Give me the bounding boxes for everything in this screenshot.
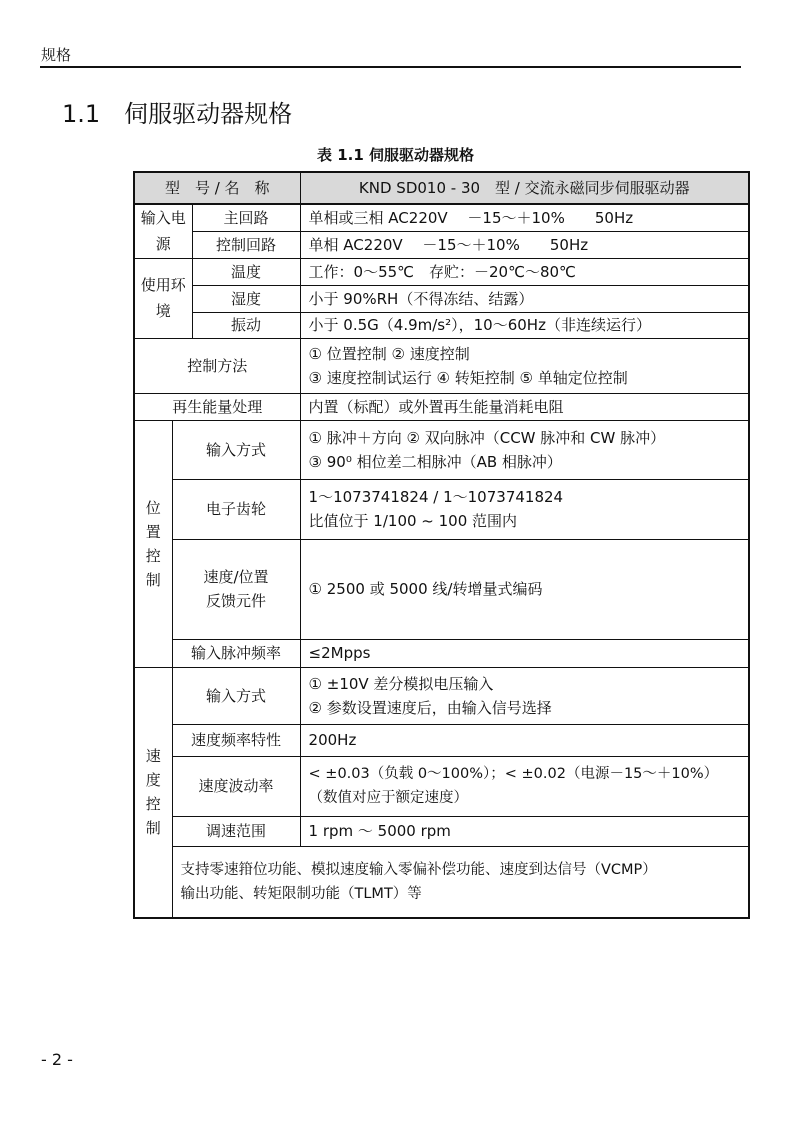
table-row: [134, 338, 749, 393]
row-value: 内置（标配）或外置再生能量消耗电阻: [300, 393, 749, 420]
value-line: 比值位于 1/100 ~ 100 范围内: [308, 512, 518, 530]
row-value: ≤2Mpps: [300, 639, 749, 667]
row-value: [300, 756, 749, 816]
row-value: [300, 479, 749, 539]
row-label: 速度频率特性: [172, 724, 300, 756]
value-line: < ±0.03（负载 0～100%）；< ±0.02（电源－15～＋10%）: [308, 766, 719, 782]
table-row: [134, 258, 749, 285]
section-number: 1.1: [62, 100, 101, 128]
running-header: 规格: [41, 46, 72, 64]
group-label: 位置控制: [134, 420, 172, 667]
row-value: [300, 420, 749, 479]
value-line: ① 脉冲＋方向 ② 双向脉冲（CCW 脉冲和 CW 脉冲）: [308, 428, 666, 447]
row-value: ① 2500 或 5000 线/转增量式编码: [300, 539, 749, 639]
row-label: 湿度: [192, 285, 300, 312]
row-value: [300, 338, 749, 393]
page-number: - 2 -: [41, 1050, 73, 1069]
section-title: 伺服驱动器规格: [124, 100, 293, 128]
speed-notes: [172, 846, 749, 918]
value-line: ② 参数设置速度后，由输入信号选择: [308, 698, 552, 717]
value-line: （数值对应于额定速度）: [308, 790, 469, 806]
row-label: 速度波动率: [172, 756, 300, 816]
table-row: [134, 724, 749, 756]
table-row: [134, 816, 749, 846]
group-label: 速度控制: [134, 667, 172, 918]
table-row: [134, 639, 749, 667]
group-label: 使用环境: [134, 258, 192, 338]
row-value: 200Hz: [300, 724, 749, 756]
row-label: 输入方式: [172, 667, 300, 724]
table-row: [134, 312, 749, 338]
table-row: [134, 420, 749, 479]
header-value: KND SD010 - 30 型 / 交流永磁同步伺服驱动器: [300, 172, 749, 204]
header-label: 型 号 / 名 称: [134, 172, 300, 204]
row-value: 工作：0～55℃ 存贮：－20℃～80℃: [300, 258, 749, 285]
row-label: 振动: [192, 312, 300, 338]
table-row: [134, 539, 749, 639]
row-value: 小于 90%RH（不得冻结、结露）: [300, 285, 749, 312]
row-label: 控制回路: [192, 231, 300, 258]
value-line: ① 位置控制 ② 速度控制: [308, 344, 470, 363]
table-row: [134, 667, 749, 724]
row-label: [172, 539, 300, 639]
row-label: 调速范围: [172, 816, 300, 846]
table-row: [134, 285, 749, 312]
table-row: [134, 393, 749, 420]
label-line: 反馈元件: [206, 592, 267, 610]
table-row: [134, 756, 749, 816]
row-value: 单相或三相 AC220V －15～＋10% 50Hz: [300, 204, 749, 231]
row-value: [300, 667, 749, 724]
value-line: 1～1073741824 / 1～1073741824: [308, 488, 564, 506]
note-line: 支持零速箝位功能、模拟速度输入零偏补偿功能、速度到达信号（VCMP）: [180, 861, 657, 878]
group-label: 输入电源: [134, 204, 192, 258]
section-heading: [62, 94, 292, 129]
row-label: 电子齿轮: [172, 479, 300, 539]
header-rule: [40, 66, 741, 68]
row-value: 小于 0.5G（4.9m/s²），10～60Hz（非连续运行）: [300, 312, 749, 338]
label-line: 速度/位置: [203, 568, 269, 586]
value-line: ③ 90⁰ 相位差二相脉冲（AB 相脉冲）: [308, 452, 562, 471]
value-line: ③ 速度控制试运行 ④ 转矩控制 ⑤ 单轴定位控制: [308, 368, 628, 387]
value-line: ① ±10V 差分模拟电压输入: [308, 674, 494, 693]
table-row: [134, 479, 749, 539]
table-row: [134, 231, 749, 258]
row-label: 控制方法: [134, 338, 300, 393]
row-value: 单相 AC220V －15～＋10% 50Hz: [300, 231, 749, 258]
table-row: [134, 846, 749, 918]
note-line: 输出功能、转矩限制功能（TLMT）等: [180, 885, 422, 902]
row-label: 温度: [192, 258, 300, 285]
table-caption: 表 1.1 伺服驱动器规格: [316, 146, 475, 164]
table-row: [134, 204, 749, 231]
spec-table: [133, 171, 750, 919]
row-label: 输入方式: [172, 420, 300, 479]
row-label: 主回路: [192, 204, 300, 231]
row-label: 输入脉冲频率: [172, 639, 300, 667]
table-header-row: [134, 172, 749, 204]
row-value: 1 rpm ～ 5000 rpm: [300, 816, 749, 846]
row-label: 再生能量处理: [134, 393, 300, 420]
